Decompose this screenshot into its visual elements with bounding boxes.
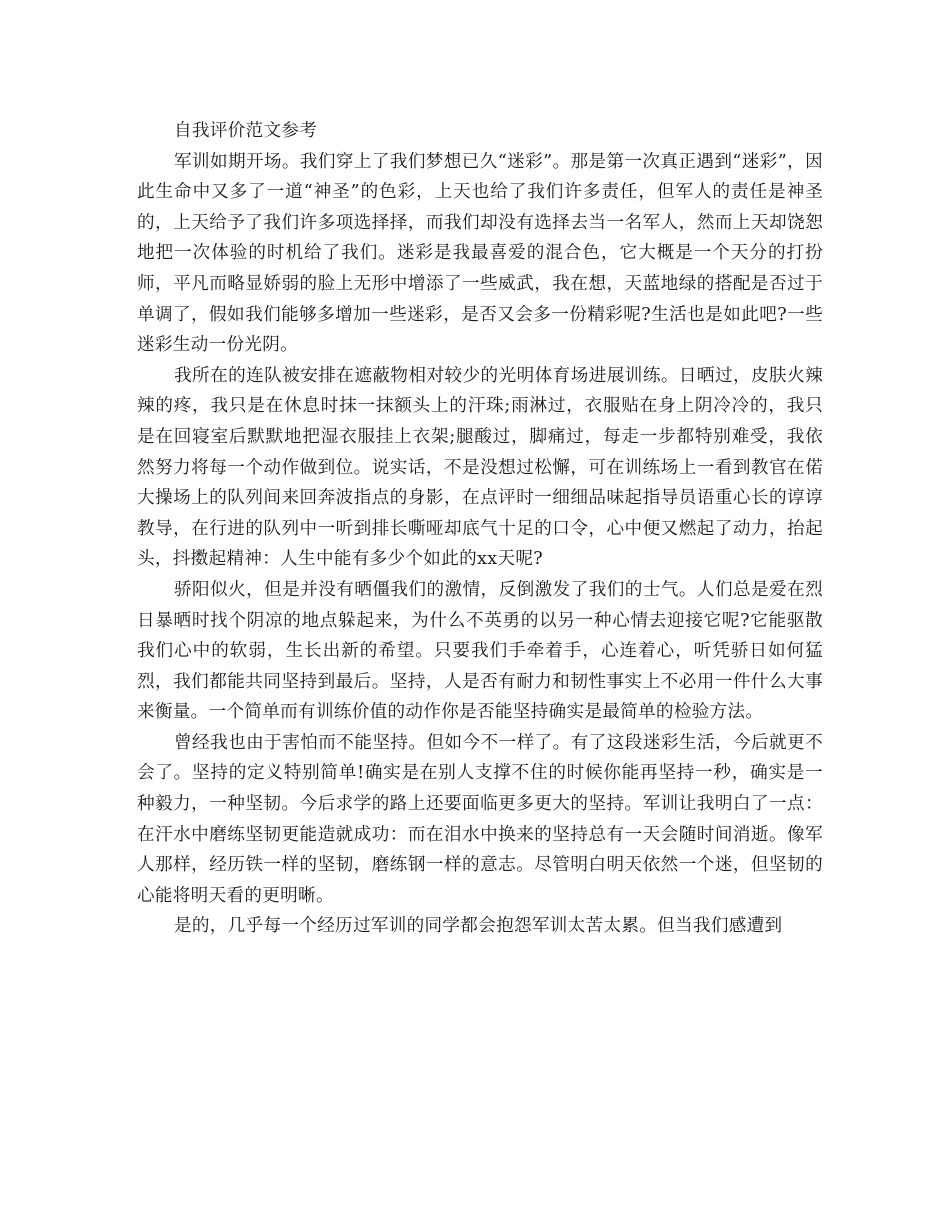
- document-body: [137, 116, 823, 942]
- paragraph-3: 骄阳似火，但是并没有晒僵我们的激情，反倒激发了我们的士气。人们总是爱在烈日暴晒时找个阴凉的地点躲起来，为什么不英勇的以另一种心情去迎接它呢?它能驱散我们心中的软弱，生长出新的希望。只要我们手牵着手，心连着心，听凭骄日如何猛烈，我们都能共同坚持到最后。坚持，人是否有耐力和韧性事实上不必用一件什么大事来衡量。一个简单而有训练价值的动作你是否能坚持确实是最简单的检验方法。: [137, 579, 823, 723]
- paragraph-5: 是的，几乎每一个经历过军训的同学都会抱怨军训太苦太累。但当我们感遭到: [174, 916, 783, 937]
- paragraph-2: 我所在的连队被安排在遮蔽物相对较少的光明体育场进展训练。日晒过，皮肤火辣辣的疼，我只是在休息时抹一抹额头上的汗珠;雨淋过，衣服贴在身上阴冷冷的，我只是在回寝室后默默地把湿衣服挂上衣架;腿酸过，脚痛过，每走一步都特别难受，我依然努力将每一个动作做到位。说实话，不是没想过松懈，可在训练场上一看到教官在偌大操场上的队列间来回奔波指点的身影，在点评时一细细品味起指导员语重心长的谆谆教导，在行进的队列中一听到排长嘶哑却底气十足的口令，心中便又燃起了动力，抬起头，抖擞起精神：人生中能有多少个如此的xx天呢?: [137, 365, 823, 570]
- paragraph-1: 军训如期开场。我们穿上了我们梦想已久“迷彩”。那是第一次真正遇到“迷彩”，因此生命中又多了一道“神圣”的色彩，上天也给了我们许多责任，但军人的责任是神圣的，上天给予了我们许多项选择择，而我们却没有选择去当一名军人，然而上天却饶恕地把一次体验的时机给了我们。迷彩是我最喜爱的混合色，它大概是一个天分的打扮师，平凡而略显娇弱的脸上无形中增添了一些威武，我在想，天蓝地绿的搭配是否过于单调了，假如我们能够多增加一些迷彩，是否又会多一份精彩呢?生活也是如此吧?一些迷彩生动一份光阴。: [137, 151, 823, 356]
- paragraph-4: 曾经我也由于害怕而不能坚持。但如今不一样了。有了这段迷彩生活，今后就更不会了。坚持的定义特别简单!确实是在别人支撑不住的时候你能再坚持一秒，确实是一种毅力，一种坚韧。今后求学的路上还要面临更多更大的坚持。军训让我明白了一点：在汗水中磨练坚韧更能造就成功：而在泪水中换来的坚持总有一天会随时间消逝。像军人那样，经历铁一样的坚韧，磨练钢一样的意志。尽管明白明天依然一个迷，但坚韧的心能将明天看的更明晰。: [137, 732, 823, 906]
- document-title: 自我评价范文参考: [174, 121, 318, 141]
